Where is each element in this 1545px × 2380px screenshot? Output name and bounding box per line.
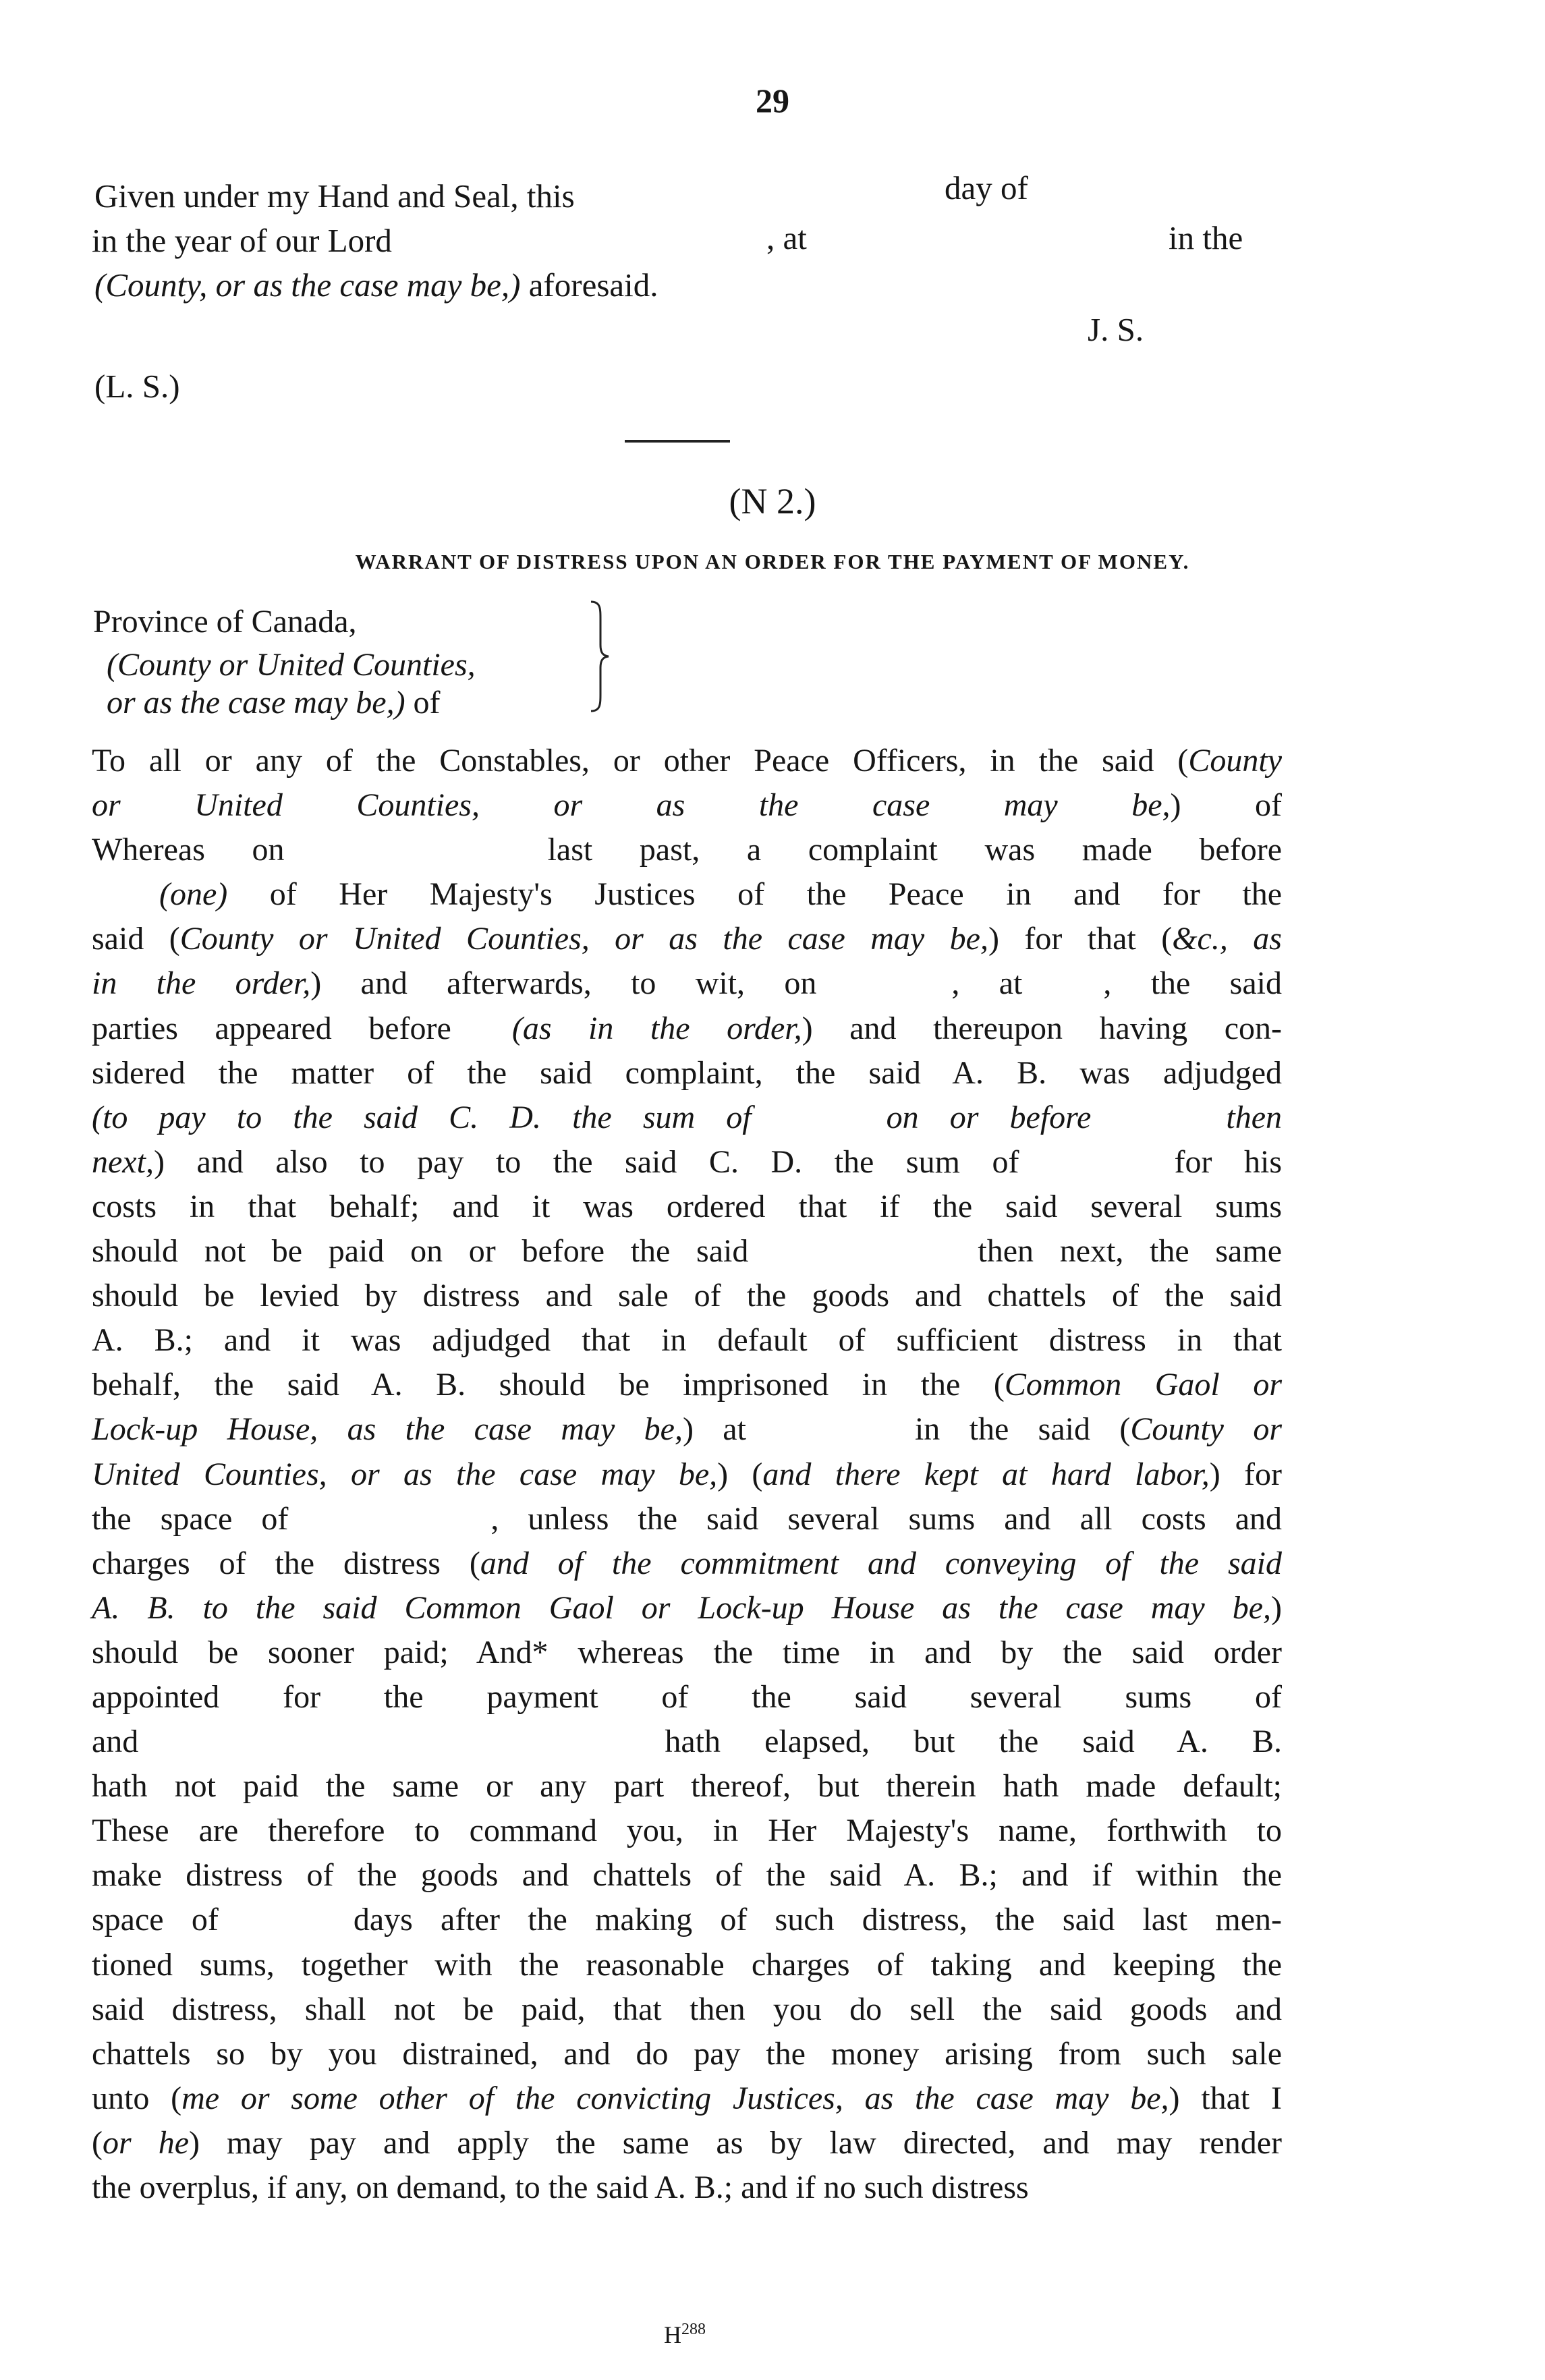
body-text-run: and: [92, 1724, 139, 1760]
body-line: [92, 1407, 1282, 1452]
body-line: [92, 828, 1282, 872]
body-line: [92, 872, 1282, 917]
body-text-run: space of: [92, 1902, 219, 1938]
body-text-run: appointed for the payment of the said several sums of: [92, 1678, 1282, 1715]
body-text-run: To all or any of the Constables, or other Peace Officers, in the said (: [92, 743, 1189, 778]
form-title: WARRANT OF DISTRESS UPON AN ORDER FOR THE PAYMENT OF MONEY.: [355, 550, 1190, 573]
body-line: [92, 1720, 1282, 1764]
body-italic-run: &c., as: [1172, 921, 1282, 957]
body-text-run: ) for that (: [988, 921, 1173, 957]
venue-case-line: [107, 687, 441, 719]
body-text-run: unto (: [92, 2080, 182, 2116]
venue-county: (County or United Counties,: [107, 647, 476, 683]
body-italic-run: County: [1188, 743, 1282, 778]
body-italic-run: (as in the order,: [511, 1010, 802, 1046]
body-line: [92, 961, 1282, 1006]
body-text-run: for his: [1174, 1143, 1283, 1180]
body-text-run: ) of: [1170, 787, 1282, 824]
body-text-run: Whereas on: [92, 832, 285, 868]
body-italic-run: or he: [102, 2124, 190, 2161]
body-text-run: last past, a complaint was made before: [547, 832, 1282, 868]
venue-brace: [587, 599, 611, 714]
warrant-body: [92, 739, 1282, 2210]
body-italic-run: (one): [159, 876, 228, 913]
form-number: (N 2.): [729, 481, 816, 521]
body-text-run: behalf, the said A. B. should be imprisoned in the (: [92, 1367, 1005, 1403]
attestation-at: , at: [766, 219, 807, 256]
body-text-run: said distress, shall not be paid, that then you do sell the said goods and: [92, 1991, 1282, 2027]
body-text-run: of Her Majesty's Justices of the Peace in and for the: [227, 876, 1282, 913]
body-line: [92, 1898, 1282, 1942]
body-text-run: should not be paid on or before the said: [92, 1233, 749, 1270]
body-line: [92, 1631, 1282, 1675]
body-line: [92, 2121, 1282, 2165]
body-line: [92, 2076, 1282, 2121]
body-text-run: should be levied by distress and sale of the goods and chattels of the said: [92, 1278, 1282, 1314]
body-text-run: charges of the distress (: [92, 1545, 480, 1581]
body-line: [92, 1007, 1282, 1051]
body-line: [92, 1051, 1282, 1096]
attestation-given: Given under my Hand and Seal, this: [94, 177, 575, 215]
body-italic-run: County or United Counties, or as the case may be,: [179, 921, 988, 957]
body-text-run: costs in that behalf; and it was ordered that if the said several sums: [92, 1188, 1282, 1224]
body-line: [92, 2032, 1282, 2076]
body-line: [92, 739, 1282, 783]
attestation-aforesaid: aforesaid.: [528, 266, 658, 304]
body-italic-run: then: [1226, 1099, 1282, 1135]
seal-mark: (L. S.): [94, 368, 180, 405]
body-line: [92, 1140, 1282, 1185]
body-line: [92, 917, 1282, 961]
attestation-year: in the year of our Lord: [92, 222, 392, 259]
printer-signature-mark: $H^{288}$: [664, 2321, 706, 2348]
body-text-run: chattels so by you distrained, and do pay the money arising from such sale: [92, 2035, 1282, 2072]
body-line: [92, 1318, 1282, 1363]
venue-of: of: [413, 685, 441, 720]
attestation-county-line: [94, 268, 658, 302]
body-italic-run: in the order,: [92, 965, 311, 1002]
body-italic-run: Lock-up House, as the case may be,: [92, 1411, 683, 1448]
body-text-run: should be sooner paid; And* whereas the time in and by the said order: [92, 1634, 1282, 1670]
venue-case: or as the case may be,): [107, 685, 405, 720]
body-line: [92, 1363, 1282, 1407]
body-text-run: ) that I: [1169, 2080, 1283, 2116]
body-italic-run: or United Counties, or as the case may be,: [92, 787, 1171, 824]
body-line: [92, 1229, 1282, 1274]
body-text-run: ) and thereupon having con-: [802, 1010, 1283, 1046]
body-text-run: ) and afterwards, to wit, on: [310, 965, 817, 1002]
body-text-run: A. B.; and it was adjudged that in default of sufficient distress in that: [92, 1322, 1282, 1359]
body-line: [92, 1675, 1282, 1720]
body-text-run: , the said: [1103, 965, 1283, 1002]
body-text-run: the space of: [92, 1500, 289, 1537]
body-text-run: , unless the said several sums and all costs and: [490, 1500, 1283, 1537]
body-text-run: ) for: [1209, 1456, 1283, 1492]
body-line: [92, 1943, 1282, 1987]
body-text-run: ) may pay and apply the same as by law directed, and may render: [189, 2124, 1283, 2161]
body-line: [92, 1185, 1282, 1229]
section-rule: [625, 440, 730, 443]
attestation-county: (County, or as the case may be,): [94, 266, 521, 304]
body-text-run: in the said (: [914, 1411, 1131, 1448]
body-italic-run: A. B. to the said Common Gaol or Lock-up House as the case may be,: [92, 1589, 1272, 1626]
body-text-run: sidered the matter of the said complaint, the said A. B. was adjudged: [92, 1054, 1282, 1091]
body-text-run: days after the making of such distress, the said last men-: [353, 1902, 1282, 1938]
body-text-run: hath not paid the same or any part thereof, but therein hath made default;: [92, 1768, 1282, 1805]
body-text-run: hath elapsed, but the said A. B.: [665, 1724, 1282, 1760]
page-number: 29: [756, 82, 789, 119]
body-text-run: These are therefore to command you, in Her Majesty's name, forthwith to: [92, 1813, 1282, 1849]
body-line: [92, 1497, 1282, 1541]
attestation-day-of: day of: [945, 169, 1028, 206]
body-line: [92, 783, 1282, 828]
attestation-in-the: in the: [1169, 219, 1243, 256]
body-text-run: ): [1271, 1589, 1282, 1626]
body-line: [92, 1586, 1282, 1631]
body-italic-run: (to pay to the said C. D. the sum of: [92, 1099, 752, 1135]
body-line: [92, 1764, 1282, 1809]
body-italic-run: me or some other of the convicting Justices, as the case may be,: [181, 2080, 1169, 2116]
venue-province: Province of Canada,: [93, 604, 357, 640]
body-italic-run: on or before: [886, 1099, 1092, 1135]
body-text-run: , at: [951, 965, 1023, 1002]
body-text-run: ) at: [682, 1411, 746, 1448]
body-line: [92, 1452, 1282, 1497]
body-line: [92, 1853, 1282, 1898]
body-line: [92, 1809, 1282, 1853]
justice-initials: J. S.: [1088, 311, 1144, 348]
body-italic-run: and there kept at hard labor,: [762, 1456, 1210, 1492]
body-text-run: tioned sums, together with the reasonable charges of taking and keeping the: [92, 1946, 1282, 1983]
body-italic-run: United Counties, or as the case may be,: [92, 1456, 718, 1492]
body-line: [92, 1541, 1282, 1586]
body-text-run: the overplus, if any, on demand, to the said A. B.; and if no such distress: [92, 2170, 1029, 2205]
body-italic-run: Common Gaol or: [1004, 1367, 1282, 1403]
body-text-run: (: [92, 2124, 103, 2161]
body-text-run: make distress of the goods and chattels of the said A. B.; and if within the: [92, 1857, 1282, 1894]
body-line: [92, 1274, 1282, 1318]
body-text-run: said (: [92, 921, 180, 957]
body-line: [92, 1987, 1282, 2032]
body-italic-run: and of the commitment and conveying of the said: [480, 1545, 1282, 1581]
body-italic-run: next,: [92, 1143, 154, 1180]
body-line: [92, 2165, 1282, 2210]
body-text-run: parties appeared before: [92, 1010, 451, 1046]
body-text-run: ) and also to pay to the said C. D. the sum of: [153, 1143, 1019, 1180]
body-text-run: ) (: [717, 1456, 763, 1492]
body-line: [92, 1096, 1282, 1140]
body-text-run: then next, the same: [978, 1233, 1283, 1270]
body-italic-run: County or: [1130, 1411, 1283, 1448]
